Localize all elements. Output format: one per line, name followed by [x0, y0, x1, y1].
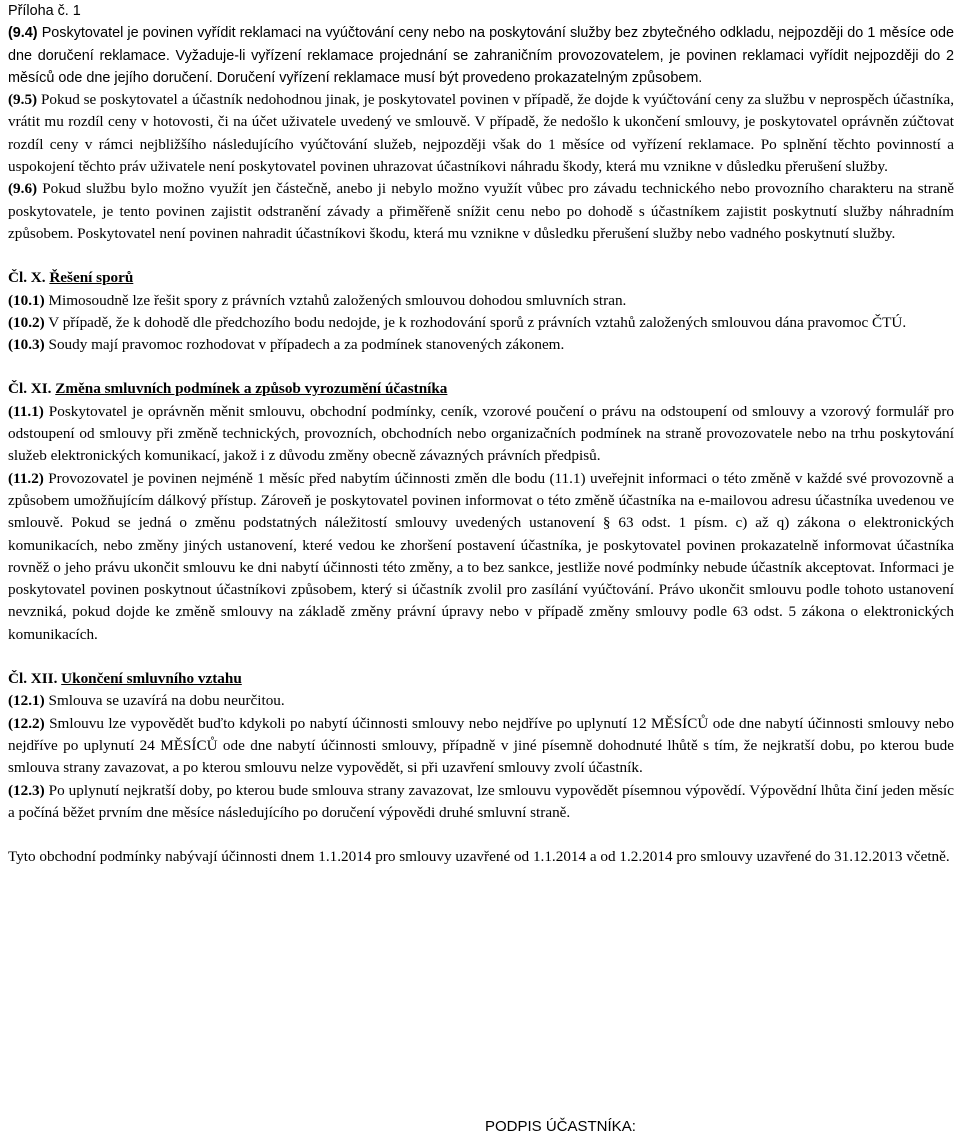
section-spacer	[8, 646, 954, 668]
section-label: Čl. XI.	[8, 380, 52, 398]
paragraph-number: (12.2)	[8, 714, 45, 732]
paragraph-12-3	[8, 780, 954, 825]
paragraph-number: (12.3)	[8, 781, 45, 799]
paragraph-number: (10.3)	[8, 336, 45, 354]
paragraph-text: Pokud se poskytovatel a účastník nedohodnou jinak, je poskytovatel povinen v případě, že dojde k vyúčtování ceny za službu v neprospěch účastníka, vrátit mu rozdíl ceny v hotovosti, či na účet uživatele uvedený ve smlouvě. V případě, že nedošlo k ukončení smlouvy, je poskytovatel oprávněn zúčtovat rozdíl ceny v rámci nejbližšího následujícího vyúčtování služeb, nejpozději však do 1 měsíce od vyřízení reklamace. Po splnění těchto povinností a uspokojení těchto práv uživatele není poskytovatel povinen uhrazovat účastníkovi náhradu škody, která mu vznikne v důsledku přerušení služby.	[8, 91, 954, 176]
paragraph-number: (9.6)	[8, 180, 38, 198]
paragraph-text: Poskytovatel je povinen vyřídit reklamaci na vyúčtování ceny nebo na poskytování služby bez zbytečného odkladu, nejpozději do 1 měsíce ode dne doručení reklamace. Vyžaduje-li vyřízení reklamace projednání se zahraničním provozovatelem, je povinen reklamaci vyřídit nejpozději do 2 měsíců ode dne jejího doručení. Doručení vyřízení reklamace musí být provedeno prokazatelným způsobem.	[8, 25, 954, 86]
paragraph-text: Soudy mají pravomoc rozhodovat v případech a za podmínek stanovených zákonem.	[44, 336, 565, 354]
paragraph-text: Smlouvu lze vypovědět buďto kdykoli po nabytí účinnosti smlouvy nebo nejdříve po uplynutí 12 MĚSÍCŮ ode dne nabytí účinnosti smlouvy nebo nejdříve po uplynutí 24 MĚSÍCŮ ode dne nabytí účinnosti smlouvy, případně v jiné písemně dohodnuté lhůtě s tím, že nejkratší dobu, po kterou bude smlouva strany zavazovat, a po kterou smlouvu nelze vypovědět, si při uzavření smlouvy zvolí účastník.	[8, 714, 954, 777]
paragraph-number: (11.1)	[8, 402, 44, 420]
paragraph-number: (9.4)	[8, 25, 38, 42]
section-label: Čl. XII.	[8, 670, 58, 688]
section-heading-10	[8, 267, 954, 289]
attachment-header: Příloha č. 1	[8, 3, 81, 19]
paragraph-11-1	[8, 401, 954, 468]
section-heading-12	[8, 668, 954, 690]
paragraph-number: (10.1)	[8, 291, 45, 309]
section-title: Řešení sporů	[49, 269, 134, 287]
paragraph-number: (10.2)	[8, 313, 45, 331]
section-spacer	[8, 356, 954, 378]
paragraph-number: (9.5)	[8, 91, 38, 109]
paragraph-12-2	[8, 713, 954, 780]
paragraph-text: V případě, že k dohodě dle předchozího bodu nedojde, je k rozhodování sporů z právních vztahů založených smlouvou dána pravomoc ČTÚ.	[44, 313, 907, 331]
paragraph-11-2	[8, 468, 954, 646]
paragraph-text: Smlouva se uzavírá na dobu neurčitou.	[44, 692, 285, 710]
paragraph-number: (12.1)	[8, 692, 45, 710]
paragraph-10-2	[8, 312, 954, 334]
paragraph-text: Pokud službu bylo možno využít jen částečně, anebo ji nebylo možno využít vůbec pro závadu technického nebo provozního charakteru na straně poskytovatele, je tento povinen zajistit odstranění závady a přiměřeně snížit cenu nebo po dohodě s účastníkem zajistit poskytnutí služby náhradním způsobem. Poskytovatel není povinen nahradit účastníkovi škodu, která mu vznikne v důsledku přerušení služby nebo vadného poskytnutí služby.	[8, 180, 954, 242]
document-body	[8, 0, 954, 868]
signature-label: PODPIS ÚČASTNÍKA:	[485, 1118, 636, 1135]
section-spacer	[8, 824, 954, 846]
section-label: Čl. X.	[8, 269, 46, 287]
section-title: Změna smluvních podmínek a způsob vyrozumění účastníka	[55, 380, 448, 398]
paragraph-text: Po uplynutí nejkratší doby, po kterou bude smlouva strany zavazovat, lze smlouvu vypovědět písemnou výpovědí. Výpovědní lhůta činí jeden měsíc a počíná běžet prvním dne měsíce následujícího po doručení výpovědi druhé smluvní straně.	[8, 781, 954, 821]
closing-statement: Tyto obchodní podmínky nabývají účinnosti dnem 1.1.2014 pro smlouvy uzavřené od 1.1.2014 a od 1.2.2014 pro smlouvy uzavřené do 31.12.2013 včetně.	[8, 848, 950, 866]
paragraph-10-3	[8, 334, 954, 356]
paragraph-9-6	[8, 178, 954, 245]
paragraph-10-1	[8, 290, 954, 312]
paragraph-text: Poskytovatel je oprávněn měnit smlouvu, obchodní podmínky, ceník, vzorové poučení o právu na odstoupení od smlouvy a vzorový formulář pro odstoupení od smlouvy při změně technických, provozních, obchodních nebo organizačních podmínek na straně provozovatele nebo na trhu poskytování služeb elektronických komunikací, jakož i z důvodu změny obecně závazných právních předpisů.	[8, 402, 954, 465]
paragraph-12-1	[8, 690, 954, 712]
paragraph-text: Provozovatel je povinen nejméně 1 měsíc před nabytím účinnosti změn dle bodu (11.1) uveřejnit informaci o této změně v každé své provozovně a způsobem umožňujícím dálkový přístup. Zároveň je poskytovatel povinen informovat o této změně účastníka na e-mailovou adresu účastníka uvedenou ve smlouvě. Pokud se jedná o změnu podstatných náležitostí smlouvy uvedených ustanovení § 63 odst. 1 písm. c) až q) zákona o elektronických komunikacích, nebo změny jiných ustanovení, které vedou ke zhoršení postavení účastníka, je poskytovatel povinen prokazatelně informovat účastníka rovněž o jeho právu ukončit smlouvu ke dni nabytí účinnosti této změny, a to bez sankce, jestliže nové podmínky nebude účastník akceptovat. Informaci je poskytovatel povinen poskytnout účastníkovi způsobem, který si účastník zvolil pro zasílání vyúčtování. Právo ukončit smlouvu podle tohoto ustanovení nevzniká, pokud dojde ke změně smlouvy na základě změny právní úpravy nebo v případě změny smlouvy podle 63 odst. 5 zákona o elektronických komunikacích.	[8, 469, 954, 643]
section-spacer	[8, 245, 954, 267]
section-title: Ukončení smluvního vztahu	[61, 670, 242, 688]
section-heading-11	[8, 378, 954, 400]
paragraph-number: (11.2)	[8, 469, 44, 487]
paragraph-9-4	[8, 22, 954, 89]
paragraph-9-5	[8, 89, 954, 178]
paragraph-text: Mimosoudně lze řešit spory z právních vztahů založených smlouvou dohodou smluvních stran.	[44, 291, 627, 309]
